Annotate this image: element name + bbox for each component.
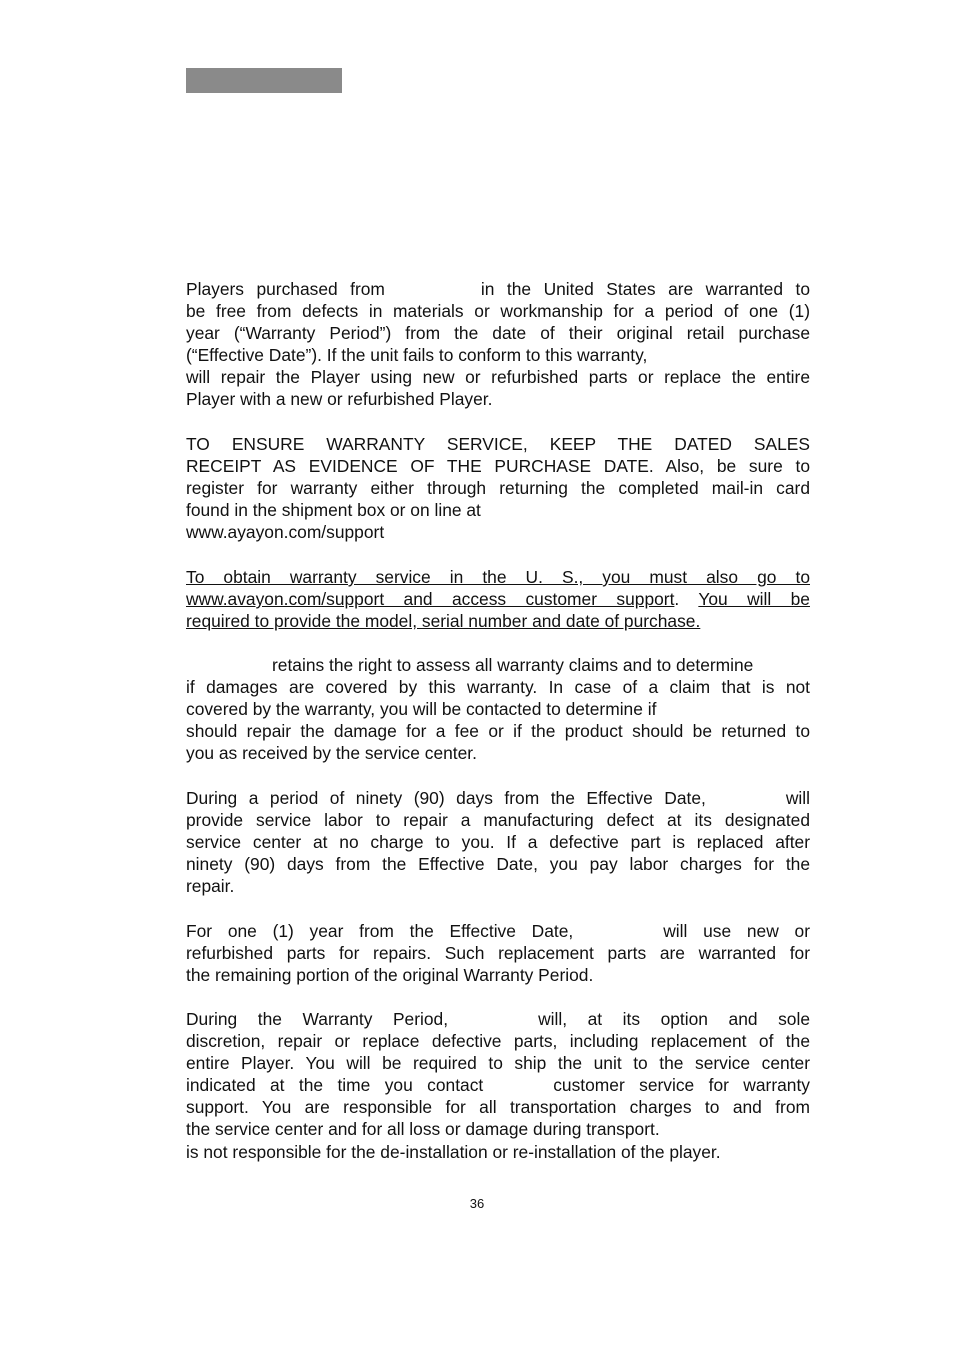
text-line: the remaining portion of the original Warranty Period. <box>186 965 594 986</box>
text-line: be free from defects in materials or workmanship for a period of one (1) <box>186 301 810 322</box>
text-line: Player with a new or refurbished Player. <box>186 389 493 410</box>
text-line: Players purchased from in the United States are warranted to <box>186 279 810 299</box>
text-line: register for warranty either through returning the completed mail-in card <box>186 478 810 499</box>
text-line: is not responsible for the de-installation or re-installation of the player. <box>186 1141 721 1162</box>
text-line: required to provide the model, serial number and date of purchase. <box>186 611 701 632</box>
text-line: repair. <box>186 876 235 897</box>
paragraph-service-labor <box>186 787 810 897</box>
text-line: the service center and for all loss or damage during transport. <box>186 1119 660 1140</box>
text-line: entire Player. You will be required to ship the unit to the service center <box>186 1053 810 1074</box>
paragraph-warranty-period-repair <box>186 1008 810 1163</box>
text-line: year (“Warranty Period”) from the date of their original retail purchase <box>186 323 810 344</box>
paragraph-warranty-coverage <box>186 278 810 411</box>
text-line: ninety (90) days from the Effective Date, you pay labor charges for the <box>186 854 810 875</box>
text-line: you as received by the service center. <box>186 743 477 764</box>
text-line: During a period of ninety (90) days from the Effective Date, will <box>186 788 810 808</box>
text-line: provide service labor to repair a manufacturing defect at its designated <box>186 810 810 831</box>
text-line: service center at no charge to you. If a defective part is replaced after <box>186 832 810 853</box>
text-line: if damages are covered by this warranty. In case of a claim that is not <box>186 677 810 698</box>
text-line: found in the shipment box or on line at <box>186 500 481 521</box>
text-line: covered by the warranty, you will be contacted to determine if <box>186 699 657 720</box>
text-line: www.avayon.com/support and access customer support. You will be <box>186 589 810 610</box>
support-url-text: www.ayayon.com/support <box>186 522 385 543</box>
paragraph-obtain-service <box>186 566 810 632</box>
text-line: (“Effective Date”). If the unit fails to conform to this warranty, <box>186 345 648 366</box>
text-line: retains the right to assess all warranty claims and to determine <box>272 655 754 675</box>
text-line: TO ENSURE WARRANTY SERVICE, KEEP THE DATED SALES <box>186 434 810 454</box>
header-bar <box>186 68 342 93</box>
text-line: discretion, repair or replace defective parts, including replacement of the <box>186 1031 810 1052</box>
text-line: will repair the Player using new or refurbished parts or replace the entire <box>186 367 810 388</box>
text-line: refurbished parts for repairs. Such replacement parts are warranted for <box>186 943 810 964</box>
paragraph-replacement-parts <box>186 920 810 986</box>
text-line: To obtain warranty service in the U. S., you must also go to <box>186 567 810 587</box>
paragraph-warranty-service <box>186 433 810 543</box>
support-link[interactable]: www.avayon.com/support and access customer support <box>186 589 675 610</box>
paragraph-claims-assessment <box>186 654 810 764</box>
text-line: During the Warranty Period, will, at its option and sole <box>186 1009 810 1029</box>
page-number: 36 <box>469 1196 485 1211</box>
text-line: support. You are responsible for all transportation charges to and from <box>186 1097 810 1118</box>
text-line: should repair the damage for a fee or if the product should be returned to <box>186 721 810 742</box>
text-line: For one (1) year from the Effective Date, will use new or <box>186 921 810 941</box>
text-line: indicated at the time you contact customer service for warranty <box>186 1075 810 1096</box>
text-line: RECEIPT AS EVIDENCE OF THE PURCHASE DATE. Also, be sure to <box>186 456 810 477</box>
